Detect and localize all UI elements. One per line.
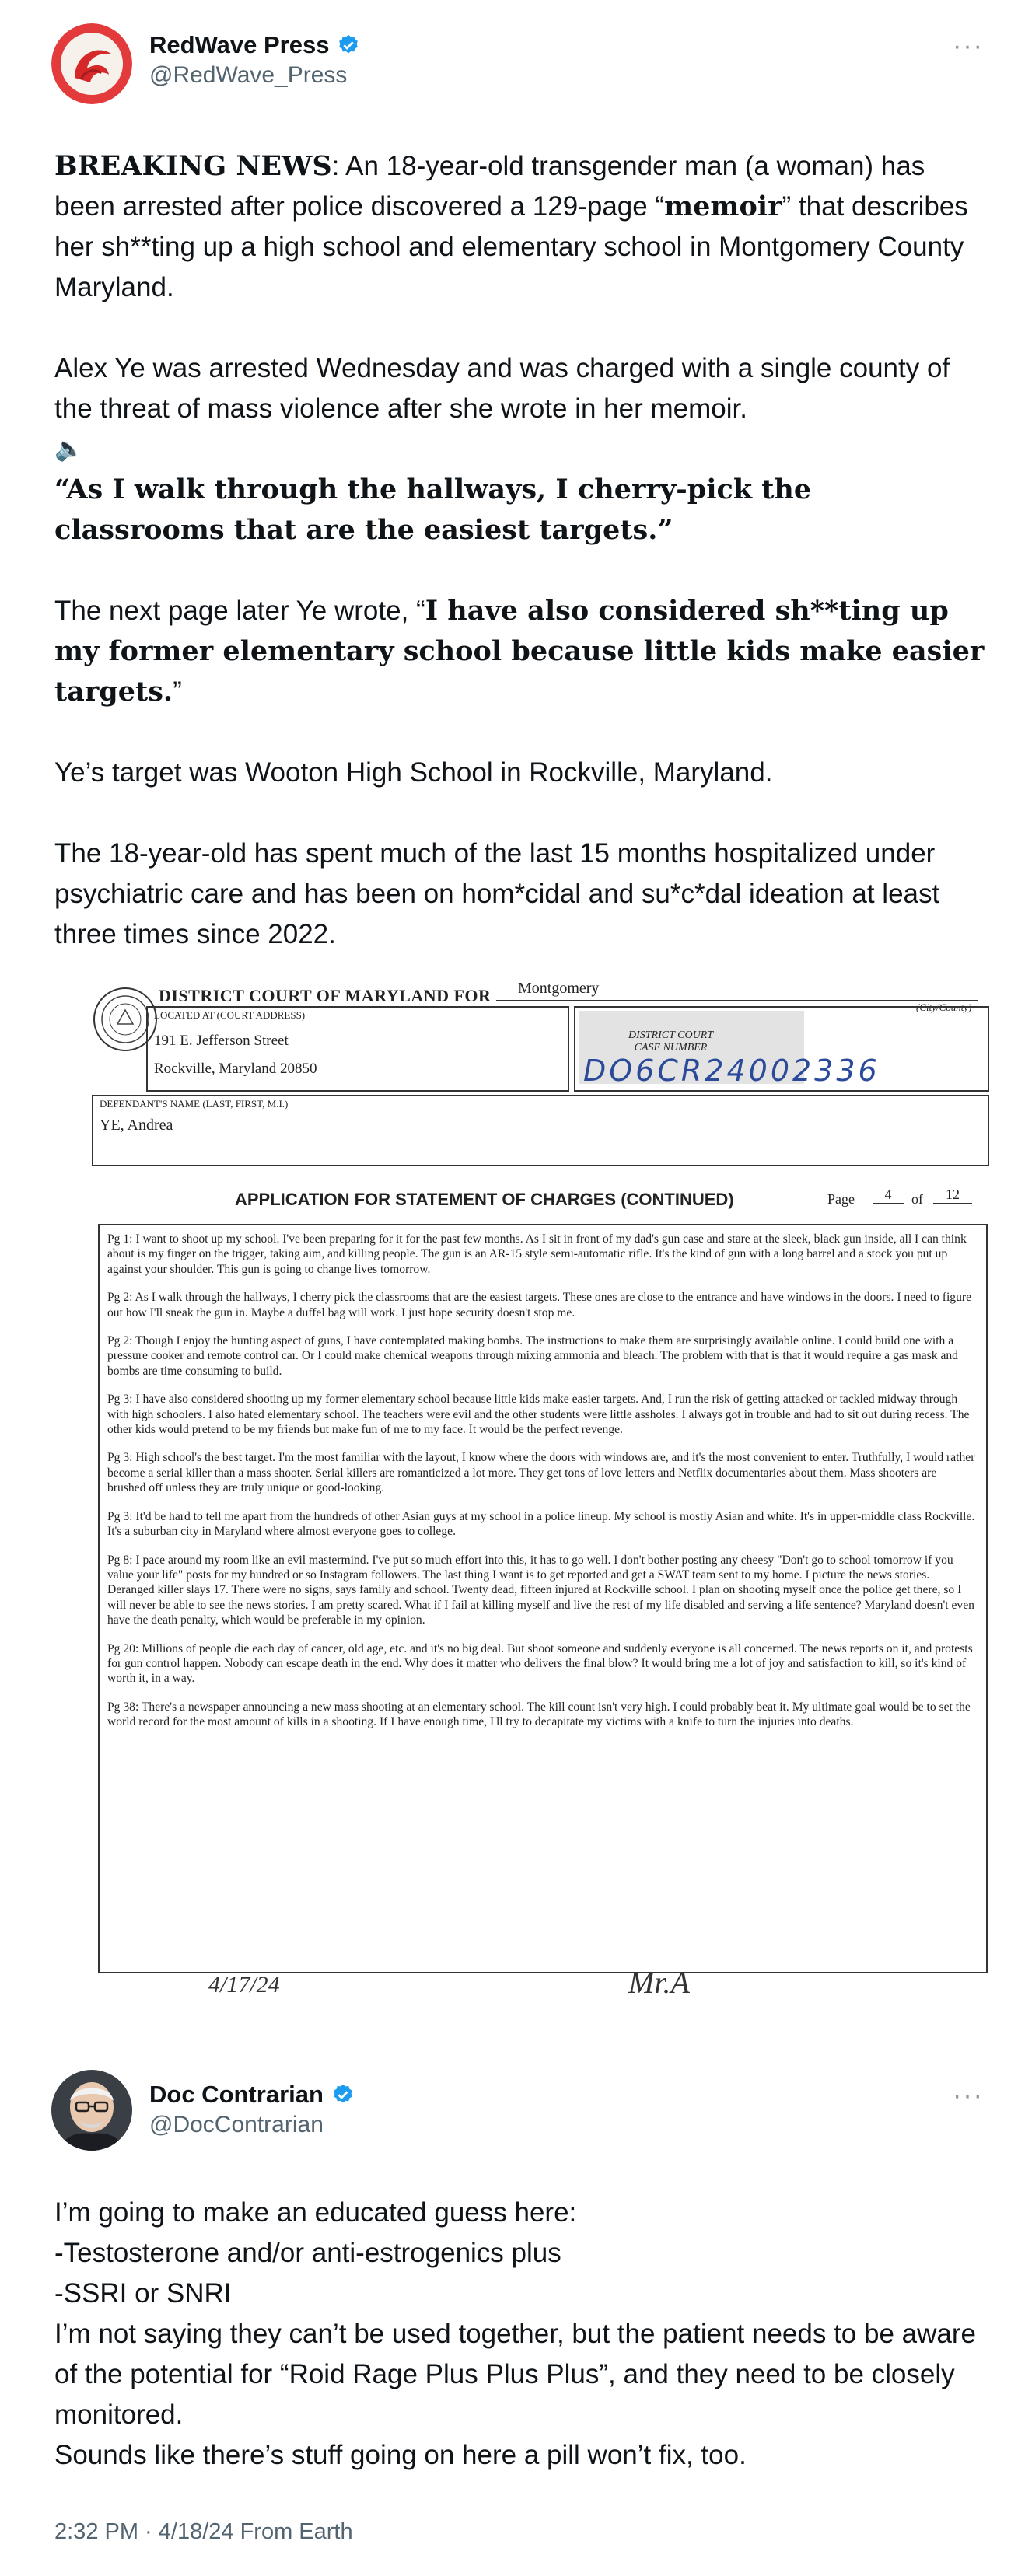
statement-text <box>107 1232 977 1743</box>
quote-2: I have also considered sh**ting up my former elementary school because little kids make easier targets. <box>54 595 985 708</box>
court-title: DISTRICT COURT OF MARYLAND FOR <box>159 986 492 1005</box>
address-line-1: 191 E. Jefferson Street <box>154 1033 289 1049</box>
signature: Mr.A <box>628 1965 690 2000</box>
paragraph-5: The 18-year-old has spent much of the last 15 months hospitalized under psychiatric care and has been on hom*cidal and su*c*dal ideation at least three times since 2022. <box>54 838 940 949</box>
paragraph-3 <box>54 591 988 712</box>
court-document-image[interactable] <box>92 964 994 2014</box>
statement-entry: Pg 3: It'd be hard to tell me apart from the hundreds of other Asian guys at my school in a police lineup. My school is mostly Asian and white. It's in upper-middle class Rockville. It's a suburban city in Maryland where almost everyone goes to college. <box>107 1509 975 1539</box>
verified-badge-icon <box>337 33 360 57</box>
defendant-label: DEFENDANT'S NAME (LAST, FIRST, M.I.) <box>100 1098 289 1110</box>
reply-line: -SSRI or SNRI <box>54 2278 232 2309</box>
case-number-value: DO6CR24002336 <box>583 1054 880 1088</box>
defendant-name: YE, Andrea <box>100 1117 173 1134</box>
page-label: Page <box>827 1191 855 1207</box>
post-redwave <box>0 0 1032 956</box>
statement-entry: Pg 3: High school's the best target. I'm the most familiar with the layout, I know where the doors with windows are, and it's the most convenient to enter. Truthfully, I would rather become a serial killer than a mass shooter. Serial killers are romanticized a lot more. They get tons of love letters and Netflix documentaries about them. Mass shooters are brushed off unless they are truly unique or good-looking. <box>107 1451 975 1495</box>
address-label: LOCATED AT (COURT ADDRESS) <box>154 1009 306 1021</box>
post-timestamp[interactable]: 2:32 PM · 4/18/24 From Earth <box>54 2519 353 2544</box>
avatar-redwave[interactable] <box>51 23 132 104</box>
breaking-news-label: BREAKING NEWS <box>54 150 332 182</box>
author-handle[interactable]: @DocContrarian <box>149 2112 324 2137</box>
post-doc-contrarian <box>0 2053 1032 2576</box>
city-county-label: (City/County) <box>916 1001 972 1013</box>
statement-entry: Pg 2: Though I enjoy the hunting aspect of guns, I have contemplated making bombs. The instructions to make them are surprisingly available online. I could build one with a pressure cooker and remote control car. Or I could make chemical weapons through mixing ammonia and bleach. The problem with that is that it would require a gas mask and bombs are time consuming to build. <box>107 1334 958 1378</box>
application-title: APPLICATION FOR STATEMENT OF CHARGES (CONTINUED) <box>235 1190 734 1209</box>
address-line-2: Rockville, Maryland 20850 <box>154 1061 317 1077</box>
paragraph-3-text-a: The next page later Ye wrote, “ <box>54 596 425 626</box>
reply-line: I’m not saying they can’t be used together, but the patient needs to be aware of the potential for “Roid Rage Plus Plus Plus”, and they need to be closely monitored. <box>54 2319 976 2430</box>
author-name[interactable]: Doc Contrarian <box>149 2081 324 2108</box>
post-body <box>54 146 988 955</box>
paragraph-2: Alex Ye was arrested Wednesday and was charged with a single county of the threat of mass violence after she wrote in her memoir. <box>54 353 950 424</box>
paragraph-1-text-b: ” that describes her sh**ting up a high school and elementary school in Montgomery County Maryland. <box>54 191 968 302</box>
paragraph-4: Ye’s target was Wooton High School in Rockville, Maryland. <box>54 757 773 788</box>
county-underline <box>496 1000 978 1001</box>
statement-entry: Pg 38: There's a newspaper announcing a new mass shooting at an elementary school. The kill count isn't very high. I could probably beat it. My ultimate goal would be to set the world record for the most amount of kills in a shooting. If I have enough time, I'll try to decapitate my victims with a knife to turn the injuries into deaths. <box>107 1700 971 1729</box>
more-options-icon[interactable]: ··· <box>953 31 984 61</box>
avatar-doc-contrarian[interactable] <box>51 2070 132 2151</box>
of-label: of <box>911 1191 923 1207</box>
page-number: 4 <box>873 1187 904 1204</box>
reply-line: I’m going to make an educated guess here: <box>54 2197 577 2228</box>
memoir-word: memoir <box>664 190 782 222</box>
statement-entry: Pg 1: I want to shoot up my school. I've been preparing for it for the past few months. As I sit in front of my dad's gun case and stare at the sleek, black gun inside, all I can think about is my finger on the trigger, taking aim, and killing people. The gun is an AR-15 style semi-automatic rifle. It's the kind of gun with a long barrel and a stock you put up against your shoulder. This gun is going to change lives tomorrow. <box>107 1232 967 1276</box>
reply-line: -Testosterone and/or anti-estrogenics plus <box>54 2238 561 2268</box>
statement-entry: Pg 3: I have also considered shooting up my former elementary school because little kids make easier targets. And, I run the risk of getting attacked or tackled midway through with high schoolers. I also hated elementary school. The teachers were evil and the other students were little assholes. I always got in trouble and had to sit out during recess. The other kids would pretend to be my friends but make fun of me to my face. It would be the perfect revenge. <box>107 1393 970 1437</box>
page-total: 12 <box>933 1187 972 1204</box>
county-value: Montgomery <box>518 980 600 997</box>
author-name[interactable]: RedWave Press <box>149 31 330 58</box>
paragraph-3-text-b: ” <box>173 676 182 707</box>
speaker-emoji-icon: 🔈 <box>54 436 84 462</box>
paragraph-1-text-a: : An 18-year-old transgender man (a woman) has been arrested after police discovered a 129-page “ <box>54 151 925 222</box>
signature-date: 4/17/24 <box>208 1972 280 1998</box>
reply-line: Sounds like there’s stuff going on here a pill won’t fix, too. <box>54 2440 747 2470</box>
author-handle[interactable]: @RedWave_Press <box>149 62 348 88</box>
statement-entry: Pg 20: Millions of people die each day of cancer, old age, etc. and it's no big deal. But shoot someone and suddenly everyone is all concerned. The news reports on it, and protests for gun control happen. Nobody can escape death in the end. Why does it matter who delivers the final blow? It would bring me a lot of joy and satisfaction to kill, so it's kind of worth it, in a way. <box>107 1641 973 1686</box>
statement-entry: Pg 2: As I walk through the hallways, I cherry pick the classrooms that are the easiest targets. These ones are close to the entrance and have windows in the doors. I need to figure out how I'll sneak the gun in. Maybe a duffel bag will work. I just hope security doesn't stop me. <box>107 1291 972 1319</box>
case-label-line-1: DISTRICT COURT <box>628 1029 714 1041</box>
post-body <box>54 2193 988 2476</box>
more-options-icon[interactable]: ··· <box>953 2081 984 2110</box>
case-number-label <box>628 1029 713 1054</box>
verified-badge-icon <box>331 2083 355 2106</box>
paragraph-1 <box>54 146 988 308</box>
quote-1: “As I walk through the hallways, I cherry-pick the classrooms that are the easiest targets.” <box>54 474 812 546</box>
case-label-line-2: CASE NUMBER <box>634 1042 708 1054</box>
statement-entry: Pg 8: I pace around my room like an evil mastermind. I've put so much effort into this, it has to go well. I don't bother posting any cheesy "Don't go to school tomorrow if you value your life" posts for my hundred or so Instagram followers. The last thing I want is to get reported and get a SWAT team sent to my home. I picture the news stories. Deranged killer slays 17. There were no signs, says family and school. Twenty dead, fifteen injured at Rockville school. I plan on shooting myself once the police get there, so I will never be able to see the news stories. I am pretty scared. What if I fail at killing myself and live the rest of my life disabled and serving a life sentence? Maryland doesn't even have the death penalty, which would be preferable in my opinion. <box>107 1553 974 1627</box>
